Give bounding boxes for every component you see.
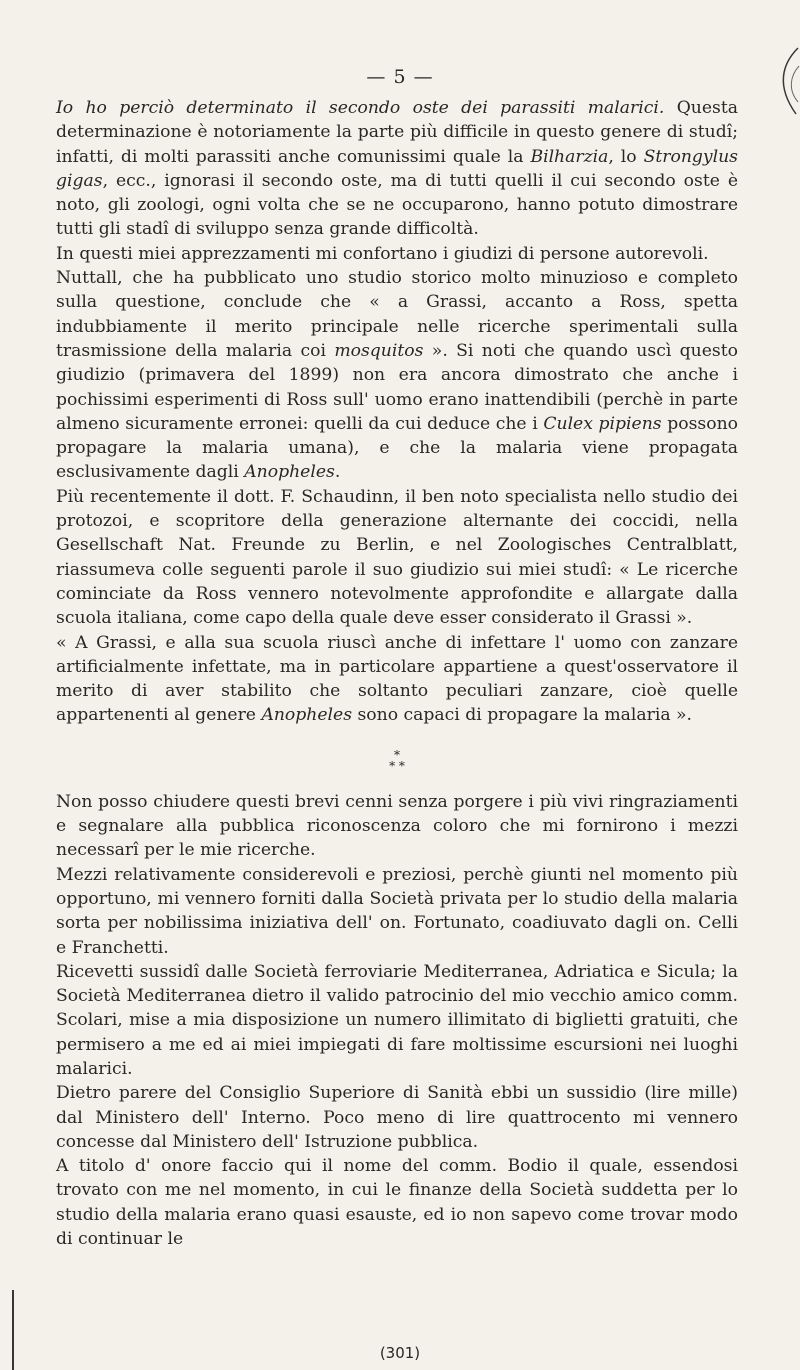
folio-number: (301) bbox=[379, 1344, 421, 1362]
paragraph-2: In questi miei apprezzamenti mi confortano i giudizi di persone autorevoli. bbox=[56, 243, 709, 264]
italic-term: Anopheles bbox=[261, 705, 353, 726]
page-edge-line bbox=[12, 1290, 14, 1370]
paragraph-8: Ricevetti sussidî dalle Società ferroviarie Mediterranea, Adriatica e Sicula; la Società Mediterranea dietro il valido patrocinio del mio vecchio amico comm. Scolari, mise a mia disposizione un numero illimitato di biglietti gratuiti, che permisero a me ed ai miei impiegati di fare moltissime escursioni nei luoghi malarici. bbox=[56, 961, 738, 1079]
italic-term: Strongylus gigas bbox=[56, 146, 738, 191]
paragraph-3: Nuttall, che ha pubblicato uno studio storico molto minuzioso e completo sulla questione, conclude che « a Grassi, accanto a Ross, spetta indubbiamente il merito principale nelle ricerche sperimentali sulla trasmissione della malaria coi mosquitos ». Si noti che quando uscì questo giudizio (primavera del 1899) non era ancora dimostrato che anche i pochissimi esperimenti di Ross sull' uomo erano inattendibili (perchè in parte almeno sicuramente erronei: quelli da cui deduce che i Culex pipiens possono propagare la malaria umana), e che la malaria viene propagata esclusivamente dagli Anopheles. bbox=[56, 268, 738, 483]
paragraph-9: Dietro parere del Consiglio Superiore di Sanità ebbi un sussidio (lire mille) dal Ministero dell' Interno. Poco meno di lire quattrocento mi vennero concesse dal Ministero dell' Istruzione pubblica. bbox=[56, 1083, 738, 1152]
body-text bbox=[56, 96, 738, 1251]
paragraph-10: A titolo d' onore faccio qui il nome del comm. Bodio il quale, essendosi trovato con me nel momento, in cui le finanze della Società suddetta per lo studio della malaria erano quasi esauste, ed io non sapevo come trovar modo di continuar le bbox=[56, 1156, 738, 1250]
asterism-top: * bbox=[394, 747, 400, 762]
acknowledgements-section bbox=[56, 790, 738, 1252]
paragraph-4: Più recentemente il dott. F. Schaudinn, il ben noto specialista nello studio dei protozoi, e scopritore della generazione alternante dei coccidi, nella Gesellschaft Nat. Freunde zu Berlin, e nel Zoologisches Centralblatt, riassumeva colle seguenti parole il suo giudizio sui miei studî: « Le ricerche cominciate da Ross vennero notevolmente approfondite e allargate dalla scuola italiana, come capo della quale deve esser considerato il Grassi ». bbox=[56, 486, 738, 629]
paragraph-5: « A Grassi, e alla sua scuola riuscì anche di infettare l' uomo con zanzare artificialmente infettate, ma in particolare appartiene a quest'osservatore il merito di aver stabilito che soltanto peculiari zanzare, cioè quelle appartenenti al genere Anopheles sono capaci di propagare la malaria ». bbox=[56, 632, 738, 726]
paragraph-1: Io ho perciò determinato il secondo oste dei parassiti malarici. Questa determinazione è notoriamente la parte più difficile in questo genere di studî; infatti, di molti parassiti anche comunissimi quale la Bilharzia, lo Strongylus gigas, ecc., ignorasi il secondo oste, ma di tutti quelli il cui secondo oste è noto, gli zoologi, ogni volta che se ne occuparono, hanno potuto dimostrare tutti gli stadî di sviluppo senza grande difficoltà. bbox=[56, 98, 738, 240]
paragraph-7: Mezzi relativamente considerevoli e preziosi, perchè giunti nel momento più opportuno, mi vennero forniti dalla Società privata per lo studio della malaria sorta per nobilissima iniziativa dell' on. Fortunato, coadiuvato dagli on. Celli e Franchetti. bbox=[56, 864, 738, 958]
asterism-bottom: * * bbox=[389, 758, 405, 773]
italic-term: Bilharzia bbox=[530, 146, 609, 167]
italic-term: Io ho perciò determinato il secondo oste dei parassiti malarici. bbox=[56, 98, 665, 118]
italic-term: Anopheles bbox=[244, 462, 335, 483]
italic-term: Culex pipiens bbox=[543, 413, 662, 434]
page-number: — 5 — bbox=[366, 66, 434, 88]
italic-term: mosquitos bbox=[334, 340, 424, 361]
asterism-separator bbox=[56, 747, 738, 773]
paragraph-6: Non posso chiudere questi brevi cenni senza porgere i più vivi ringraziamenti e segnalare alla pubblica riconoscenza coloro che mi fornirono i mezzi necessarî per le mie ricerche. bbox=[56, 791, 738, 861]
